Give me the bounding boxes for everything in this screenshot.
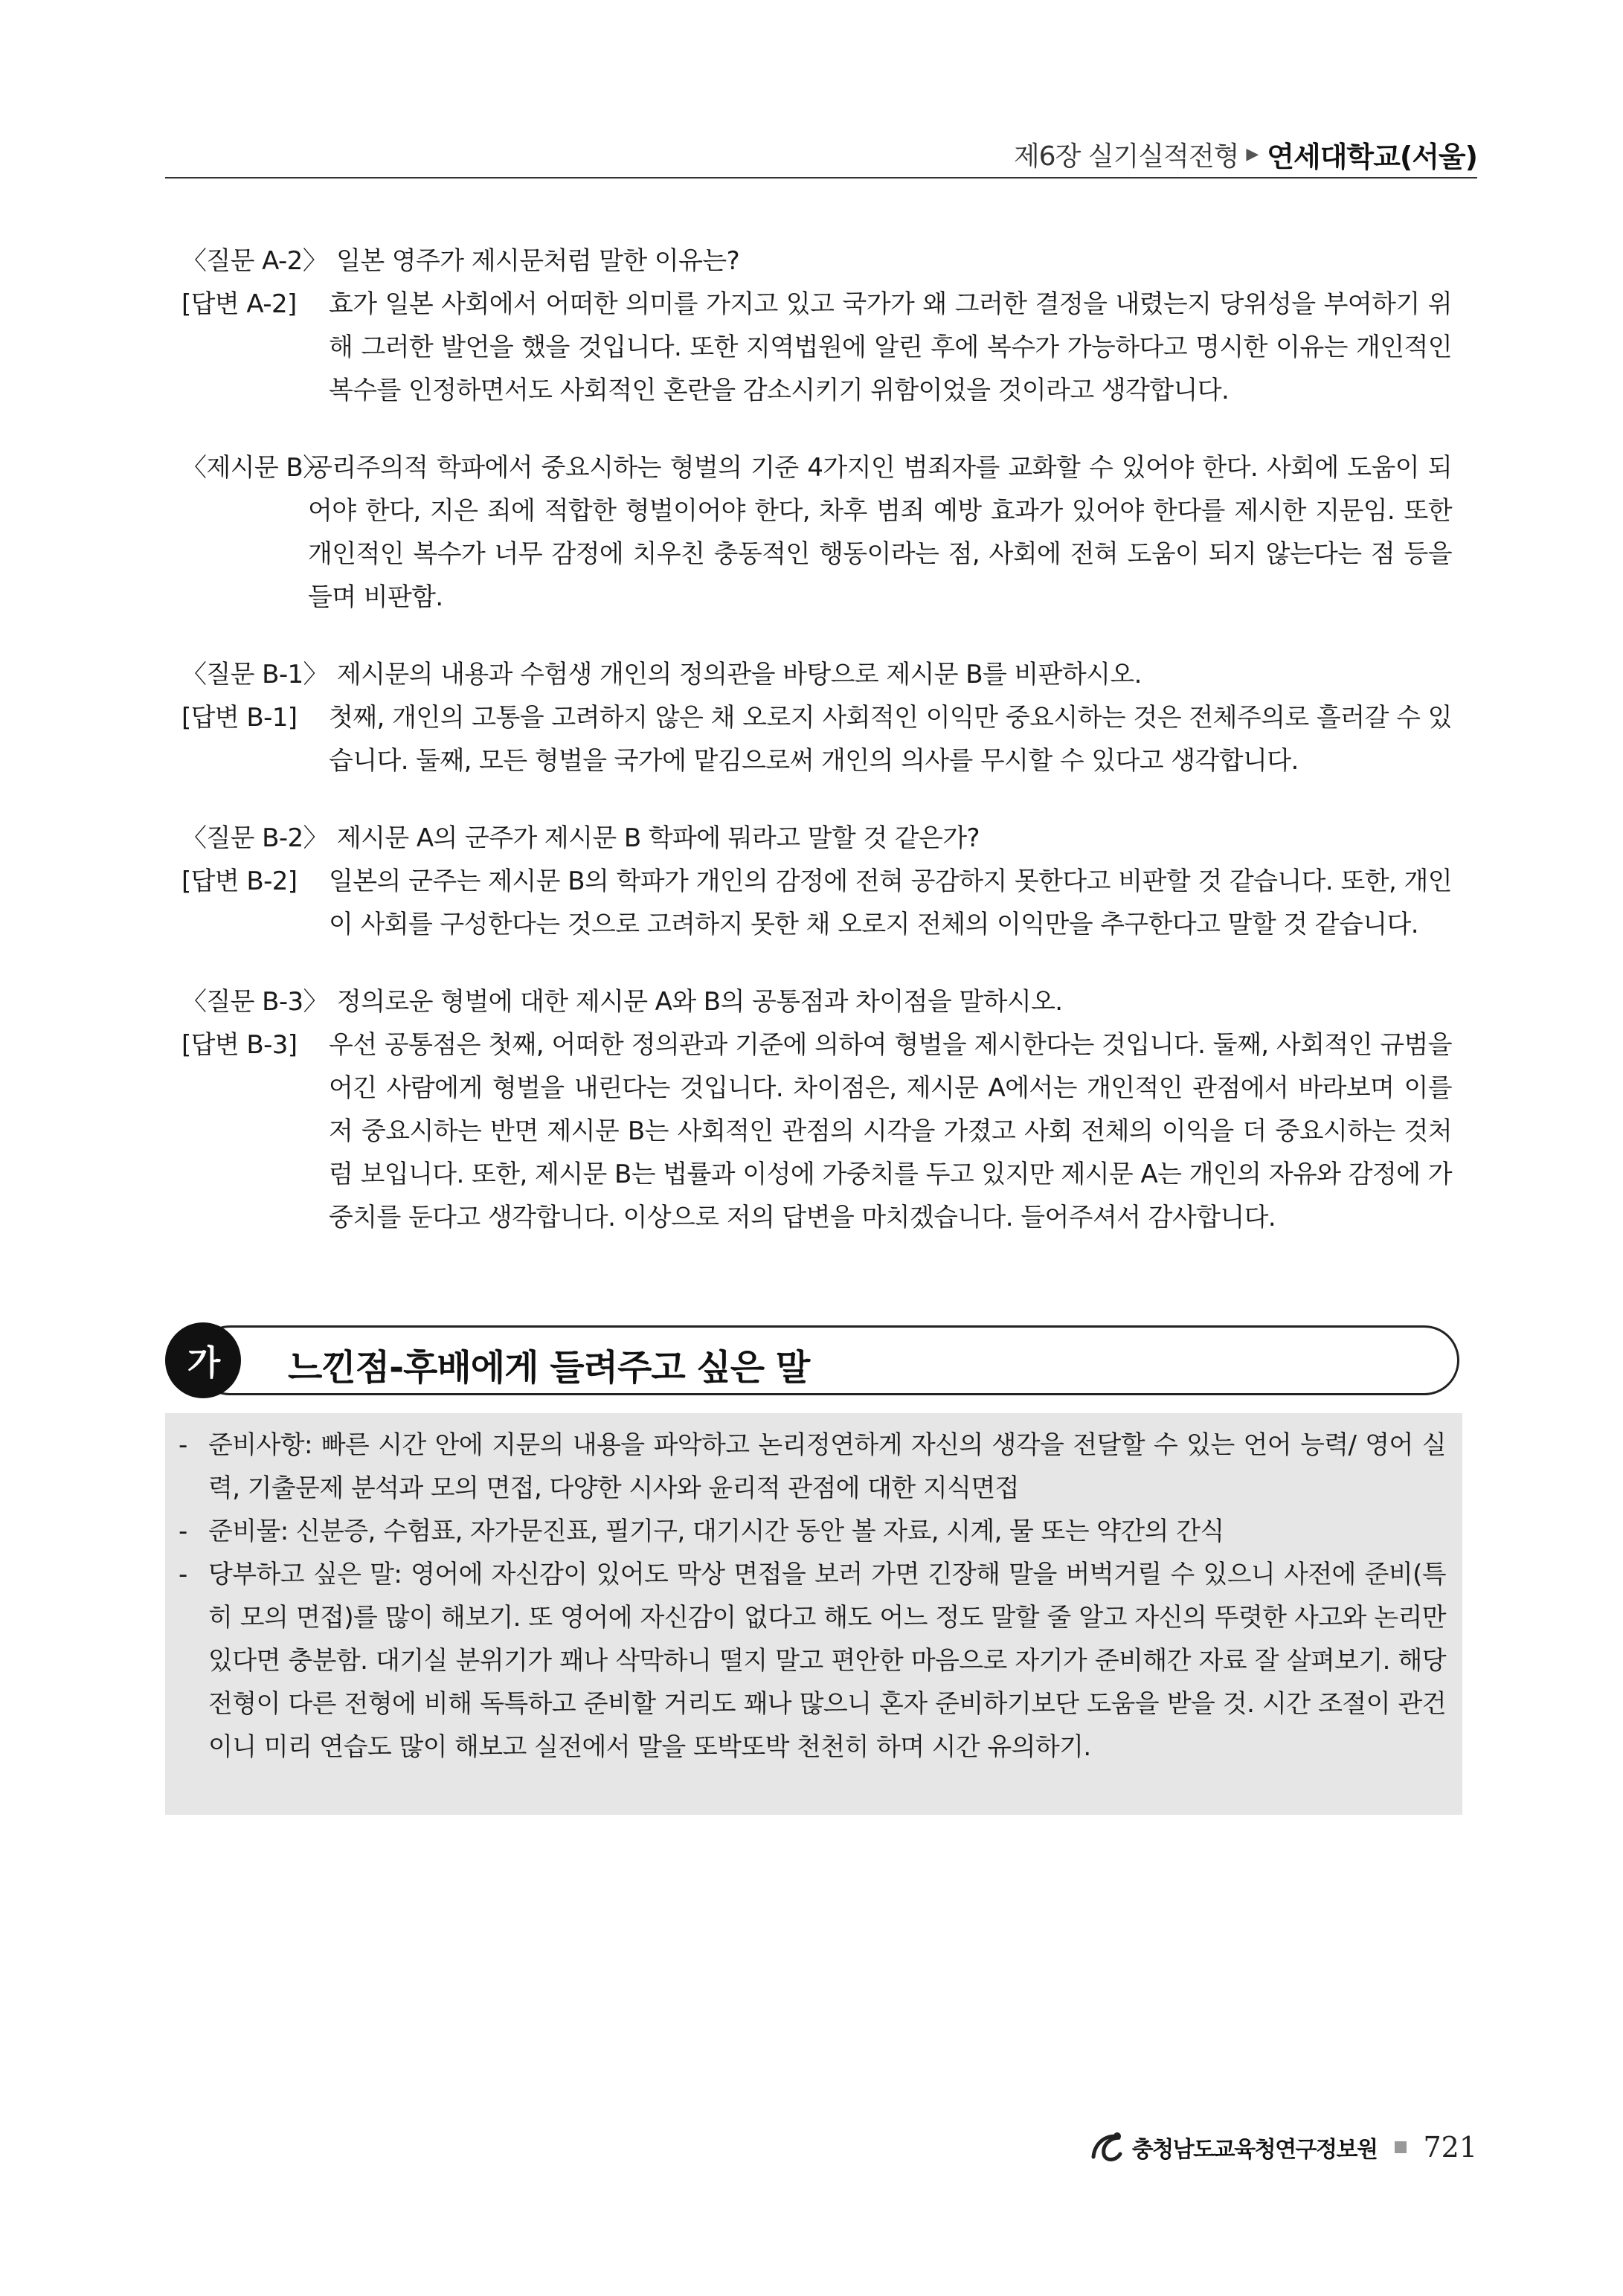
section-title: 느낀점-후배에게 들려주고 싶은 말 [288,1347,810,1389]
running-head [1014,134,1477,175]
advice-item [179,1510,1446,1553]
question-b1 [181,653,1452,696]
advice-text: 준비물: 신분증, 수험표, 자가문진표, 필기구, 대기시간 동안 볼 자료, 시계, 물 또는 약간의 간식 [208,1517,1224,1546]
question-b2 [181,817,1452,860]
passage-label: 〈제시문 B〉 [181,453,328,483]
answer-label: [답변 B-2] [181,866,298,896]
advice-box [165,1413,1462,1815]
question-b3 [181,980,1452,1023]
answer-b3 [181,1023,1452,1239]
question-label: 〈질문 B-2〉 [181,823,328,853]
advice-text: 준비사항: 빠른 시간 안에 지문의 내용을 파악하고 논리정연하게 자신의 생각을 전달할 수 있는 언어 능력/ 영어 실력, 기출문제 분석과 모의 면접, 다양한 시사와 윤리적 관점에 대한 지식면접 [208,1430,1446,1503]
question-a2 [181,239,1452,283]
page-number: 721 [1423,2131,1477,2164]
question-text: 일본 영주가 제시문처럼 말한 이유는? [336,246,740,276]
question-label: 〈질문 A-2〉 [181,246,328,276]
question-text: 제시문의 내용과 수험생 개인의 정의관을 바탕으로 제시문 B를 비판하시오. [336,660,1142,689]
answer-b2 [181,860,1452,946]
separator-square [1395,2141,1407,2153]
section-heading [165,1322,1459,1398]
advice-item [179,1553,1446,1769]
bullet-dash: - [179,1430,187,1460]
page-header [165,128,1477,179]
answer-text: 효가 일본 사회에서 어떠한 의미를 가지고 있고 국가가 왜 그러한 결정을 내렸는지 당위성을 부여하기 위해 그러한 발언을 했을 것입니다. 또한 지역법원에 알린 후에 복수가 가능하다고 명시한 이유는 개인적인 복수를 인정하면서도 사회적인 혼란을 감소시키기 위함이었을 것이라고 생각합니다. [329,289,1452,405]
answer-a2 [181,283,1452,412]
chapter-title: 제6장 실기실적전형 [1013,141,1239,172]
school-title: 연세대학교(서울) [1267,141,1477,173]
qa-content [181,239,1452,1239]
answer-b1 [181,696,1452,782]
swirl-logo-icon [1087,2127,1128,2167]
question-label: 〈질문 B-1〉 [181,660,328,689]
answer-label: [답변 B-1] [181,703,298,733]
section-badge-icon: 가 [165,1322,241,1398]
triangle-right-icon: ▶ [1246,145,1259,164]
answer-text: 첫째, 개인의 고통을 고려하지 않은 채 오로지 사회적인 이익만 중요시하는 것은 전체주의로 흘러갈 수 있습니다. 둘째, 모든 형벌을 국가에 맡김으로써 개인의 의사를 무시할 수 있다고 생각합니다. [329,703,1452,776]
publisher-name: 충청남도교육청연구정보원 [1131,2137,1378,2163]
bullet-dash: - [179,1560,187,1589]
answer-label: [답변 A-2] [181,289,297,319]
question-text: 정의로운 형벌에 대한 제시문 A와 B의 공통점과 차이점을 말하시오. [336,987,1063,1017]
question-label: 〈질문 B-3〉 [181,987,328,1017]
answer-text: 우선 공통점은 첫째, 어떠한 정의관과 기준에 의하여 형벌을 제시한다는 것입니다. 둘째, 사회적인 규범을 어긴 사람에게 형벌을 내린다는 것입니다. 차이점은, 제시문 A에서는 개인적인 관점에서 바라보며 이를 저 중요시하는 반면 제시문 B는 사회적인 관점의 시각을 가졌고 사회 전체의 이익을 더 중요시하는 것처럼 보입니다. 또한, 제시문 B는 법률과 이성에 가중치를 두고 있지만 제시문 A는 개인의 자유와 감정에 가중치를 둔다고 생각합니다. 이상으로 저의 답변을 마치겠습니다. 들어주셔서 감사합니다. [329,1030,1452,1232]
question-text: 제시문 A의 군주가 제시문 B 학파에 뭐라고 말할 것 같은가? [336,823,980,853]
advice-item [179,1424,1446,1510]
passage-b [181,446,1452,619]
passage-text: 공리주의적 학파에서 중요시하는 형벌의 기준 4가지인 범죄자를 교화할 수 있어야 한다. 사회에 도움이 되어야 한다, 지은 죄에 적합한 형벌이어야 한다, 차후 범죄 예방 효과가 있어야 한다를 제시한 지문임. 또한 개인적인 복수가 너무 감정에 치우친 충동적인 행동이라는 점, 사회에 전혀 도움이 되지 않는다는 점 등을 들며 비판함. [308,453,1452,612]
answer-text: 일본의 군주는 제시문 B의 학파가 개인의 감정에 전혀 공감하지 못한다고 비판할 것 같습니다. 또한, 개인이 사회를 구성한다는 것으로 고려하지 못한 채 오로지 전체의 이익만을 추구한다고 말할 것 같습니다. [329,866,1452,939]
page-footer [1087,2127,1477,2167]
advice-text: 당부하고 싶은 말: 영어에 자신감이 있어도 막상 면접을 보러 가면 긴장해 말을 버벅거릴 수 있으니 사전에 준비(특히 모의 면접)를 많이 해보기. 또 영어에 자신감이 없다고 해도 어느 정도 말할 줄 알고 자신의 뚜렷한 사고와 논리만 있다면 충분함. 대기실 분위기가 꽤나 삭막하니 떨지 말고 편안한 마음으로 자기가 준비해간 자료 잘 살펴보기. 해당 전형이 다른 전형에 비해 독특하고 준비할 거리도 꽤나 많으니 혼자 준비하기보단 도움을 받을 것. 시간 조절이 관건이니 미리 연습도 많이 해보고 실전에서 말을 또박또박 천천히 하며 시간 유의하기. [208,1560,1446,1762]
bullet-dash: - [179,1517,187,1546]
answer-label: [답변 B-3] [181,1030,298,1060]
